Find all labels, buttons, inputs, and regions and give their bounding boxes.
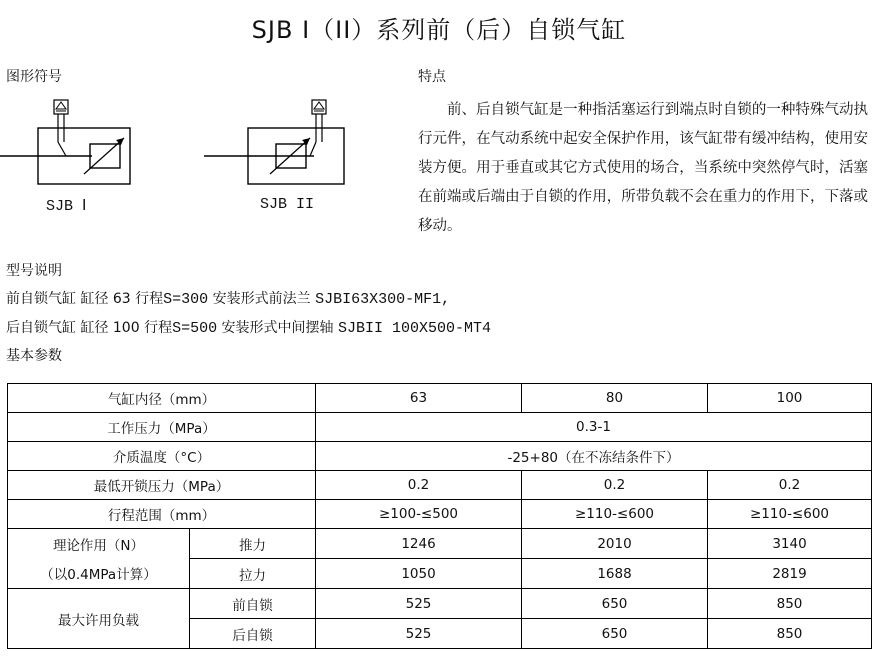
symbol-sjb-2-diagram [204,98,354,188]
pull-63: 1050 [316,559,522,589]
model-line-front [6,288,450,308]
model-code: SJBI63X300-MF1, [315,291,451,308]
model-heading: 型号说明 [6,263,62,279]
temp-label: 介质温度（°C） [8,442,316,471]
push-63: 1246 [316,529,522,559]
load-rear-label: 后自锁 [190,619,316,649]
pressure-value: 0.3-1 [316,413,872,442]
table-row [8,500,872,529]
load-rear-100: 850 [708,619,872,649]
symbol-sjb-2-label: SJB II [260,196,315,213]
model-stroke: S=300 [163,291,209,308]
pressure-label: 工作压力（MPa） [8,413,316,442]
table-row [8,413,872,442]
table-row [8,529,872,559]
stroke-80: ≥110-≤600 [522,500,708,529]
symbol-sjb-1-label: SJB Ⅰ [46,198,87,215]
load-front-80: 650 [522,589,708,619]
table-row [8,442,872,471]
symbol-sjb-1-diagram [0,98,150,188]
stroke-63: ≥100-≤500 [316,500,522,529]
load-front-label: 前自锁 [190,589,316,619]
bore-63: 63 [316,384,522,413]
load-rear-63: 525 [316,619,522,649]
load-label: 最大许用负载 [8,589,190,649]
pull-100: 2819 [708,559,872,589]
force-label-2: （以0.4MPa计算） [8,559,190,589]
load-front-100: 850 [708,589,872,619]
params-heading: 基本参数 [6,348,62,364]
bore-label: 气缸内径（mm） [8,384,316,413]
push-100: 3140 [708,529,872,559]
model-line-rear [6,317,491,337]
symbol-heading: 图形符号 [6,69,62,85]
bore-80: 80 [522,384,708,413]
force-label-1: 理论作用（N） [8,529,190,559]
table-row [8,384,872,413]
push-label: 推力 [190,529,316,559]
push-80: 2010 [522,529,708,559]
load-rear-80: 650 [522,619,708,649]
table-row [8,589,872,619]
unlock-80: 0.2 [522,471,708,500]
unlock-label: 最低开锁压力（MPa） [8,471,316,500]
load-front-63: 525 [316,589,522,619]
features-text: 前、后自锁气缸是一种指活塞运行到端点时自锁的一种特殊气动执行元件，在气动系统中起安全保护作用，该气缸带有缓冲结构，使用安装方便。用于垂直或其它方式使用的场合，当系统中突然停气时，活塞在前端或后端由于自锁的作用，所带负载不会在重力的作用下，下落或移动。 [418,102,868,234]
temp-value: -25+80（在不冻结条件下） [316,442,872,471]
pull-label: 拉力 [190,559,316,589]
bore-100: 100 [708,384,872,413]
model-desc: 前自锁气缸 缸径 63 行程 [6,291,164,307]
params-table [7,383,872,649]
model-stroke: S=500 [172,320,218,337]
pull-80: 1688 [522,559,708,589]
stroke-label: 行程范围（mm） [8,500,316,529]
table-row [8,471,872,500]
page-title: SJB Ⅰ（II）系列前（后）自锁气缸 [251,16,627,44]
unlock-63: 0.2 [316,471,522,500]
model-code: SJBII 100X500-MT4 [338,320,492,337]
model-desc: 后自锁气缸 缸径 100 行程 [6,320,173,336]
table-row [8,559,872,589]
model-mount: 安装形式中间摆轴 [217,320,338,336]
model-mount: 安装形式前法兰 [208,291,316,307]
features-heading: 特点 [418,69,446,85]
stroke-100: ≥110-≤600 [708,500,872,529]
unlock-100: 0.2 [708,471,872,500]
